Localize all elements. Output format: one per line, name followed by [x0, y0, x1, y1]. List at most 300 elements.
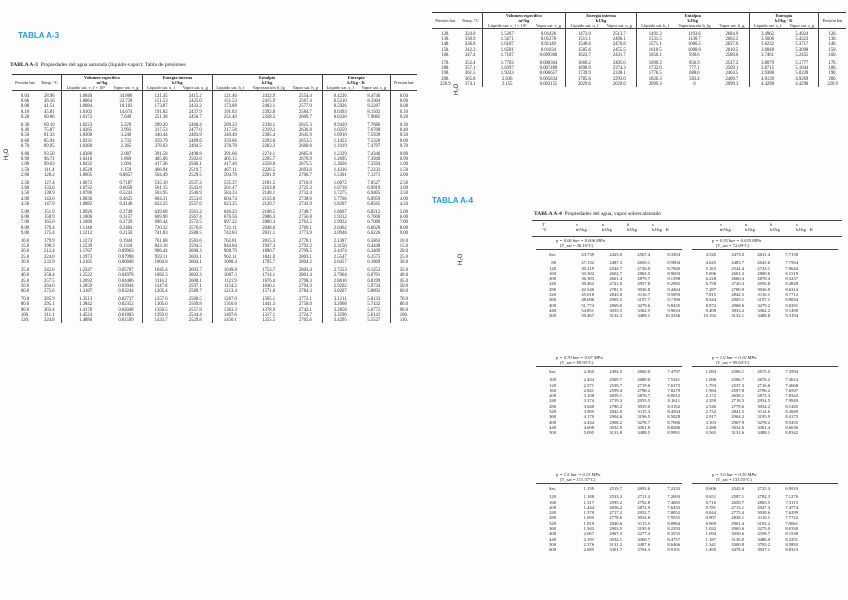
a4-cell: 2779.6 [731, 403, 744, 409]
a4-cell: 9.5859 [667, 292, 680, 298]
a4-cell: 0.969 [705, 520, 716, 526]
table-cell: 233.9 [44, 259, 55, 265]
a4-column-s [772, 369, 798, 436]
table-cell: 80.0 [390, 302, 417, 307]
a4-cell: 3279.2 [757, 302, 770, 308]
a4-cell: 2872.9 [637, 504, 650, 510]
a4-cell: 2487.3 [609, 260, 622, 266]
table-cell: 4.00 [390, 197, 417, 202]
table-cell: 2305.4 [262, 133, 276, 139]
table-cell: 2163.8 [262, 186, 276, 192]
table-cell: 143.6 [44, 196, 55, 202]
a4-cell: 2599.4 [609, 387, 622, 393]
table-cell: 295.1 [44, 302, 55, 308]
table-cell: 561.15 [143, 186, 179, 191]
a4-cell: 2903.5 [609, 526, 622, 532]
table-cell: 1.0102 [61, 110, 110, 115]
table-cell: 2048.0 [262, 225, 276, 231]
table-cell: 1004.8 [143, 260, 179, 265]
a4-cell: 2780.2 [609, 403, 622, 409]
table-cell: 3.9388 [749, 71, 785, 76]
a4-cell: 3488.8 [757, 313, 770, 319]
a4-cell: 3.905 [583, 409, 594, 415]
a4-cell: 2693.6 [637, 486, 650, 491]
a4-cell: 3275.0 [757, 526, 770, 532]
table-cell: 5.5527 [367, 317, 381, 323]
table-cell: 1257.6 [143, 294, 179, 302]
table-cell: 6.8212 [367, 210, 381, 216]
a4-cell: 600 [549, 547, 556, 553]
a4-cell: 3278.2 [757, 419, 770, 425]
table-cell: 3.4295 [322, 318, 358, 323]
table-cell: 1.0040 [61, 91, 110, 100]
table-cell: 0.1318 [119, 244, 133, 250]
a4-cell: 2425.0 [609, 252, 622, 257]
table-cell: 5.3717 [795, 42, 809, 48]
a4-column-u [598, 252, 622, 319]
table-cell: 2.5547 [322, 255, 358, 260]
table-cell: 6.7080 [367, 220, 381, 226]
a4-pressure-label: p = 0.70 bar = 0.07 MPa [556, 355, 603, 360]
a4-cell: 200 [549, 276, 556, 282]
a4-cell: 3.103 [705, 419, 716, 425]
table-cell: 1147.8 [143, 284, 179, 289]
hdr-c6: Vaporización h_fg [248, 85, 289, 91]
table-cell: 1045.4 [143, 265, 179, 273]
a4-cell: 2798.2 [637, 387, 650, 393]
table-cell: 4.0139 [749, 77, 785, 82]
table-cell: 2769.1 [298, 225, 312, 231]
table-row [432, 58, 846, 66]
a4-cell: 3115.3 [637, 409, 650, 415]
hdr-pressure: Presión bar [12, 75, 38, 91]
table-cell: 2609.7 [298, 114, 312, 120]
table-cell: 1.3842 [61, 302, 110, 307]
table-cell: 60.0 [20, 288, 30, 294]
table-cell: 0.02048 [118, 307, 134, 313]
a4-cell: 2.376 [583, 541, 594, 547]
a4-cell: 1.188 [583, 494, 594, 500]
table-cell: 5.7432 [367, 302, 381, 308]
a4-header-s [652, 222, 669, 232]
table-cell: 60.0 [390, 289, 417, 294]
a4-cell: 59.467 [581, 313, 594, 319]
table-cell: 2432.2 [188, 104, 202, 110]
table-cell: 1.159 [120, 167, 132, 173]
table-cell: 1.2329 [322, 149, 358, 157]
a4-cell: 80 [551, 260, 556, 266]
table-cell: 6.6226 [367, 230, 381, 236]
table-row [432, 29, 846, 38]
table-cell: 1.4178 [61, 308, 110, 313]
table-cell: 1000.0 [687, 47, 701, 53]
a4-cell: 3488.5 [637, 430, 650, 436]
table-cell: 317.53 [143, 128, 179, 133]
a4-cell: 2567.4 [637, 252, 650, 257]
table-cell: 100. [390, 313, 417, 318]
table-a3-caption: TABLA A-3 Propiedades del agua saturada (líquido-vapor): Tabla de presiones [10, 62, 186, 68]
table-cell: 220.9 [440, 81, 451, 87]
table-cell: 151.53 [212, 99, 248, 104]
a4-header-rule [532, 236, 842, 237]
hdr-vol: Volumen específico m³/kg [61, 75, 143, 86]
a4-cell: 9.7180 [667, 297, 680, 303]
table-cell: 30.0 [20, 259, 30, 265]
table-cell: 2293.0 [612, 76, 626, 82]
a4-cell: 1.819 [583, 520, 594, 526]
a4-cell: 3028.6 [757, 510, 770, 516]
table-cell: 0.60 [390, 139, 417, 144]
a4-column-v [566, 369, 594, 436]
table-cell: 0.04978 [118, 273, 134, 279]
table-cell: 23.739 [119, 99, 133, 105]
table-cell: 40.0 [390, 273, 417, 278]
a4-cell: 3358.7 [757, 531, 770, 537]
table-cell: 2464.5 [725, 71, 739, 77]
a4-cell: 2905.1 [731, 297, 744, 303]
a4-cell: 2800.6 [757, 270, 770, 276]
table-cell: 2773.9 [298, 230, 312, 236]
table-cell: 639.68 [143, 207, 179, 215]
table-cell: 1753.7 [262, 268, 276, 274]
table-cell: 1.3513 [61, 294, 110, 302]
a4-cell: 100 [549, 377, 556, 383]
table-cell: 9.00 [390, 231, 417, 236]
table-cell: 2513.7 [612, 32, 626, 37]
a4-column-s [654, 252, 680, 319]
table-cell: 70.0 [390, 294, 417, 302]
table-cell: 2403.1 [262, 104, 276, 110]
table-cell: 7.3594 [367, 162, 381, 168]
table-cell: 0.2729 [119, 220, 133, 226]
table-cell: 405.15 [212, 157, 248, 162]
table-cell: 1.5301 [322, 173, 358, 178]
table-a4-caption: TABLA A-4 Propiedades del agua, vapor sobrecalentado [534, 211, 661, 217]
table-cell: 340.49 [212, 133, 248, 138]
table-cell: 2675.5 [298, 162, 312, 168]
a4-cell: 120 [549, 382, 556, 388]
table-cell: 2580.5 [188, 297, 202, 303]
table-cell: 2.6457 [322, 260, 358, 265]
a4-cell: 8.9693 [667, 270, 680, 276]
table-cell: 5.4924 [795, 32, 809, 37]
table-cell: 0.02737 [118, 297, 134, 303]
a4-cell: 2.434 [583, 377, 594, 383]
table-cell: 0.007489 [539, 66, 558, 72]
table-cell: 121.45 [143, 91, 179, 100]
hdr-entr: Entropía kJ/kg · K [322, 75, 390, 86]
hdr-ene: Energía interna kJ/kg [143, 75, 212, 86]
table-cell: 2544.4 [188, 312, 202, 318]
table-cell: 2455.5 [612, 47, 626, 53]
a4-cell: 3130.0 [731, 536, 744, 542]
a4-cell: 3197.1 [757, 297, 770, 303]
a4-cell: 4.434 [583, 419, 594, 425]
table-cell: 7.0527 [367, 181, 381, 187]
table-cell: 2.50 [390, 178, 417, 186]
a4-cell: 3478.4 [731, 547, 744, 553]
table-cell: 2725.3 [298, 186, 312, 192]
a4-block-rule [692, 366, 838, 367]
a4-cell: 8.5804 [667, 260, 680, 266]
a4-cell: 7.8343 [785, 393, 798, 399]
table-cell: 467.11 [212, 168, 248, 173]
table-cell: 2557.8 [188, 307, 202, 313]
table-cell: 2029.6 [566, 82, 603, 87]
table-cell: 391.66 [212, 149, 248, 157]
a4-cell: Sat. [548, 486, 556, 491]
table-cell: 3.155 [482, 82, 532, 87]
a4-cell: 2901.4 [731, 520, 744, 526]
table-cell: 342.2 [464, 47, 476, 53]
table-cell: 220.9 [819, 82, 846, 87]
a4-cell: 8.7086 [667, 419, 680, 425]
a4-column-s [654, 369, 680, 436]
table-cell: 1.1006 [61, 215, 110, 220]
table-cell: 1.5267 [482, 29, 532, 38]
a4-cell: 3195.0 [637, 526, 650, 532]
table-cell: 2437.9 [188, 109, 202, 115]
table-cell: 120. [20, 317, 30, 323]
table-cell: 417.46 [212, 162, 248, 167]
a4-cell: 2838.1 [731, 515, 744, 521]
table-cell: 1.9922 [322, 220, 358, 225]
a4-cell: 7.6375 [667, 382, 680, 388]
table-cell: 190. [441, 71, 450, 77]
table-cell: 2603.7 [188, 268, 202, 274]
table-cell: 6.00 [20, 215, 30, 221]
a4-cell: 2721.0 [609, 281, 622, 287]
hdr-c7: Vapor sat. h_g [289, 85, 322, 91]
table-cell: 2716.9 [298, 181, 312, 187]
a4-cell: 8.5435 [785, 419, 798, 425]
a4-cell: 2660.4 [731, 276, 744, 282]
table-cell: 1585.6 [566, 48, 603, 53]
table-cell: 2724.7 [298, 312, 312, 318]
a4-block-rule [692, 249, 838, 250]
a4-cell: 8.2849 [785, 409, 798, 415]
a4-column-T [536, 486, 556, 553]
a4-cell: 1.187 [705, 536, 716, 542]
a4-cell: 8.5892 [785, 541, 798, 547]
a4-column-v [692, 252, 716, 319]
a4-cell: 2796.2 [757, 387, 770, 393]
table-cell: 1.2695 [322, 157, 358, 162]
table-cell: 2580.6 [725, 52, 739, 58]
table-cell: 1.6581 [482, 48, 532, 53]
table-cell: 1.0528 [61, 168, 110, 173]
a4-cell: 2879.7 [637, 276, 650, 282]
table-cell: 0.40 [390, 128, 417, 133]
a4-column-s [772, 486, 798, 553]
a4-cell: 8.4828 [785, 281, 798, 287]
table-cell: 1.694 [120, 162, 132, 168]
table-cell: 2792.2 [298, 244, 312, 250]
table-cell: 2743.9 [298, 201, 312, 207]
table-cell: 3.2858 [322, 308, 358, 313]
a4-cell: 8.4757 [667, 536, 680, 542]
table-cell: 0.01034 [540, 47, 557, 53]
a4-cell: 8.872 [705, 302, 716, 308]
hdr-temp: Temp. °C [38, 75, 61, 91]
a4-cell: 7.2233 [667, 486, 680, 491]
a4-cell: 2.841 [583, 387, 594, 393]
table-cell: 1.0331 [61, 139, 110, 144]
a4-pressure-label: p = 1.0 bar = 0.10 MPa [712, 355, 757, 360]
a4-cell: 7.7564 [785, 260, 798, 266]
table-cell: 721.11 [212, 226, 248, 231]
a4-cell: 3.374 [583, 398, 594, 404]
table-cell: 111.4 [44, 167, 55, 173]
table-cell: 2803.4 [298, 268, 312, 274]
a4-cell: 3033.5 [609, 307, 622, 313]
a4-cell: 2782.3 [757, 494, 770, 500]
a4-header-symbol: h [770, 222, 773, 227]
a4-cell: 9.4464 [667, 286, 680, 292]
table-cell: 4.4298 [795, 81, 809, 87]
a4-cell: 8.6636 [785, 424, 798, 430]
hdr-c4: Vapor sat. u_g [179, 85, 212, 91]
table-cell: 6.0199 [367, 278, 381, 284]
table-cell: 856.9 [689, 61, 700, 67]
table-cell: 640.23 [212, 207, 248, 215]
table-cell: 1317.1 [262, 312, 276, 318]
table-cell: 1121.9 [212, 279, 248, 284]
a4-cell: 2725.3 [757, 486, 770, 491]
table-cell: 0 [693, 81, 696, 87]
table-cell: 2.7964 [322, 273, 358, 278]
a4-cell: 8.0012 [667, 393, 680, 399]
table-cell: 1640.1 [262, 283, 276, 289]
a4-cell: 1.694 [705, 369, 716, 374]
table-cell: 170. [441, 61, 450, 67]
a4-cell: 2904.6 [609, 414, 622, 420]
a4-cell: 2947.3 [757, 504, 770, 510]
table-cell: 200. [441, 76, 450, 82]
table-cell: 0.2404 [119, 225, 133, 231]
hdr-ent: Entalpía kJ/kg [212, 75, 322, 86]
table-cell: 2274.1 [262, 152, 276, 158]
a4-cell: 8.3162 [667, 403, 680, 409]
a4-cell: 8.344 [705, 297, 716, 303]
a4-cell: 320 [549, 520, 556, 526]
a4-cell: 360 [549, 297, 556, 303]
right-page [424, 0, 848, 600]
a4-cell: 7.5341 [667, 377, 680, 383]
a4-cell: 7.7722 [785, 515, 798, 521]
a4-cell: 1.159 [583, 486, 594, 491]
a4-cell: 7.4797 [667, 369, 680, 374]
a4-cell: 30.219 [581, 265, 594, 271]
hdr-c9: Vapor sat. s_g [358, 85, 390, 91]
a4-cell: 3301.7 [609, 547, 622, 553]
table-cell: 1.1919 [322, 144, 358, 149]
table-cell: 2543.6 [188, 186, 202, 192]
table-cell: 1.6718 [322, 186, 358, 191]
table-cell: 1130.7 [688, 37, 701, 43]
table-cell: 0.9439 [322, 120, 358, 128]
a4-cell: 3110.1 [757, 515, 770, 521]
table-cell: 2338.1 [612, 71, 626, 77]
table-cell: 20.0 [390, 249, 417, 254]
a4-cell: 2955.5 [637, 398, 650, 404]
a4-cell: 320 [549, 292, 556, 298]
a4-header-h [770, 222, 780, 232]
table-cell: 6.8959 [367, 196, 381, 202]
table-cell: 3.240 [120, 133, 132, 139]
table-cell: 2.4474 [322, 249, 358, 254]
a4-cell: 8.1611 [667, 398, 680, 404]
a4-cell: 2506.7 [731, 377, 744, 383]
a4-cell: 1.696 [705, 377, 716, 383]
table-cell: 1.0786 [61, 191, 110, 196]
table-a3-continued [432, 12, 846, 87]
a4-cell: 0.781 [705, 504, 716, 510]
table-cell: 45.0 [390, 279, 417, 284]
a4-cell: 400 [549, 302, 556, 308]
a4-cell: 2.917 [705, 414, 716, 420]
table-cell: 1.2165 [61, 260, 110, 265]
a4-cell: 3703.2 [757, 541, 770, 547]
table-cell: 1571.1 [636, 42, 673, 47]
table-cell: 466.94 [143, 168, 179, 173]
a4-cell: 1.695 [583, 515, 594, 521]
table-cell: 1407.6 [212, 313, 248, 318]
table-cell: 1.0910 [322, 133, 358, 138]
a4-cell: 2875.3 [757, 393, 770, 399]
a4-cell: 10.192 [703, 313, 716, 319]
table-cell: 2.9202 [322, 284, 358, 289]
a4-cell: 440 [549, 424, 556, 430]
a4-cell: 3362.2 [757, 307, 770, 313]
a4-column-v [692, 369, 716, 436]
a4-cell: 4.625 [705, 260, 716, 266]
table-cell: 2201.9 [262, 172, 276, 178]
a4-cell: 2542.4 [731, 265, 744, 271]
table-cell: 1363.3 [212, 308, 248, 313]
row-group [12, 178, 417, 207]
a4-cell: 7.287 [705, 286, 716, 292]
table-cell: 1473.0 [566, 29, 603, 38]
a4-header-unit: °C [542, 227, 547, 232]
a4-header-unit: m³/kg [720, 227, 731, 232]
a4-cell: 7.4665 [667, 499, 680, 505]
table-cell: 317.58 [212, 128, 248, 133]
table-cell: 0.20 [390, 115, 417, 120]
table-cell: 2494.5 [188, 143, 202, 149]
a4-cell: 400 [549, 531, 556, 537]
table-row [432, 82, 846, 87]
table-cell: 1732.0 [636, 66, 673, 71]
table-cell: 25.0 [20, 254, 30, 260]
a4-cell: 2506.1 [731, 369, 744, 374]
table-cell: 0.30 [390, 120, 417, 128]
a4-cell: 2544.7 [609, 265, 622, 271]
a4-cell: 160 [549, 499, 556, 505]
a4-cell: 2483.7 [731, 260, 744, 266]
table-cell: 160. [441, 52, 450, 58]
a4-cell: 4.698 [583, 424, 594, 430]
a4-cell: 1.317 [583, 499, 594, 505]
table-cell: 0.30 [20, 123, 30, 129]
a4-cell: 7.4774 [785, 504, 798, 510]
hdr-c8: Líquido sat. s_f [322, 85, 358, 91]
a4-cell: 2539.7 [609, 382, 622, 388]
a4-cell: 7.8052 [667, 510, 680, 516]
a4-cell: 8.4504 [667, 409, 680, 415]
table-cell: 3.0267 [322, 289, 358, 294]
table-cell: 1.0605 [61, 173, 110, 178]
